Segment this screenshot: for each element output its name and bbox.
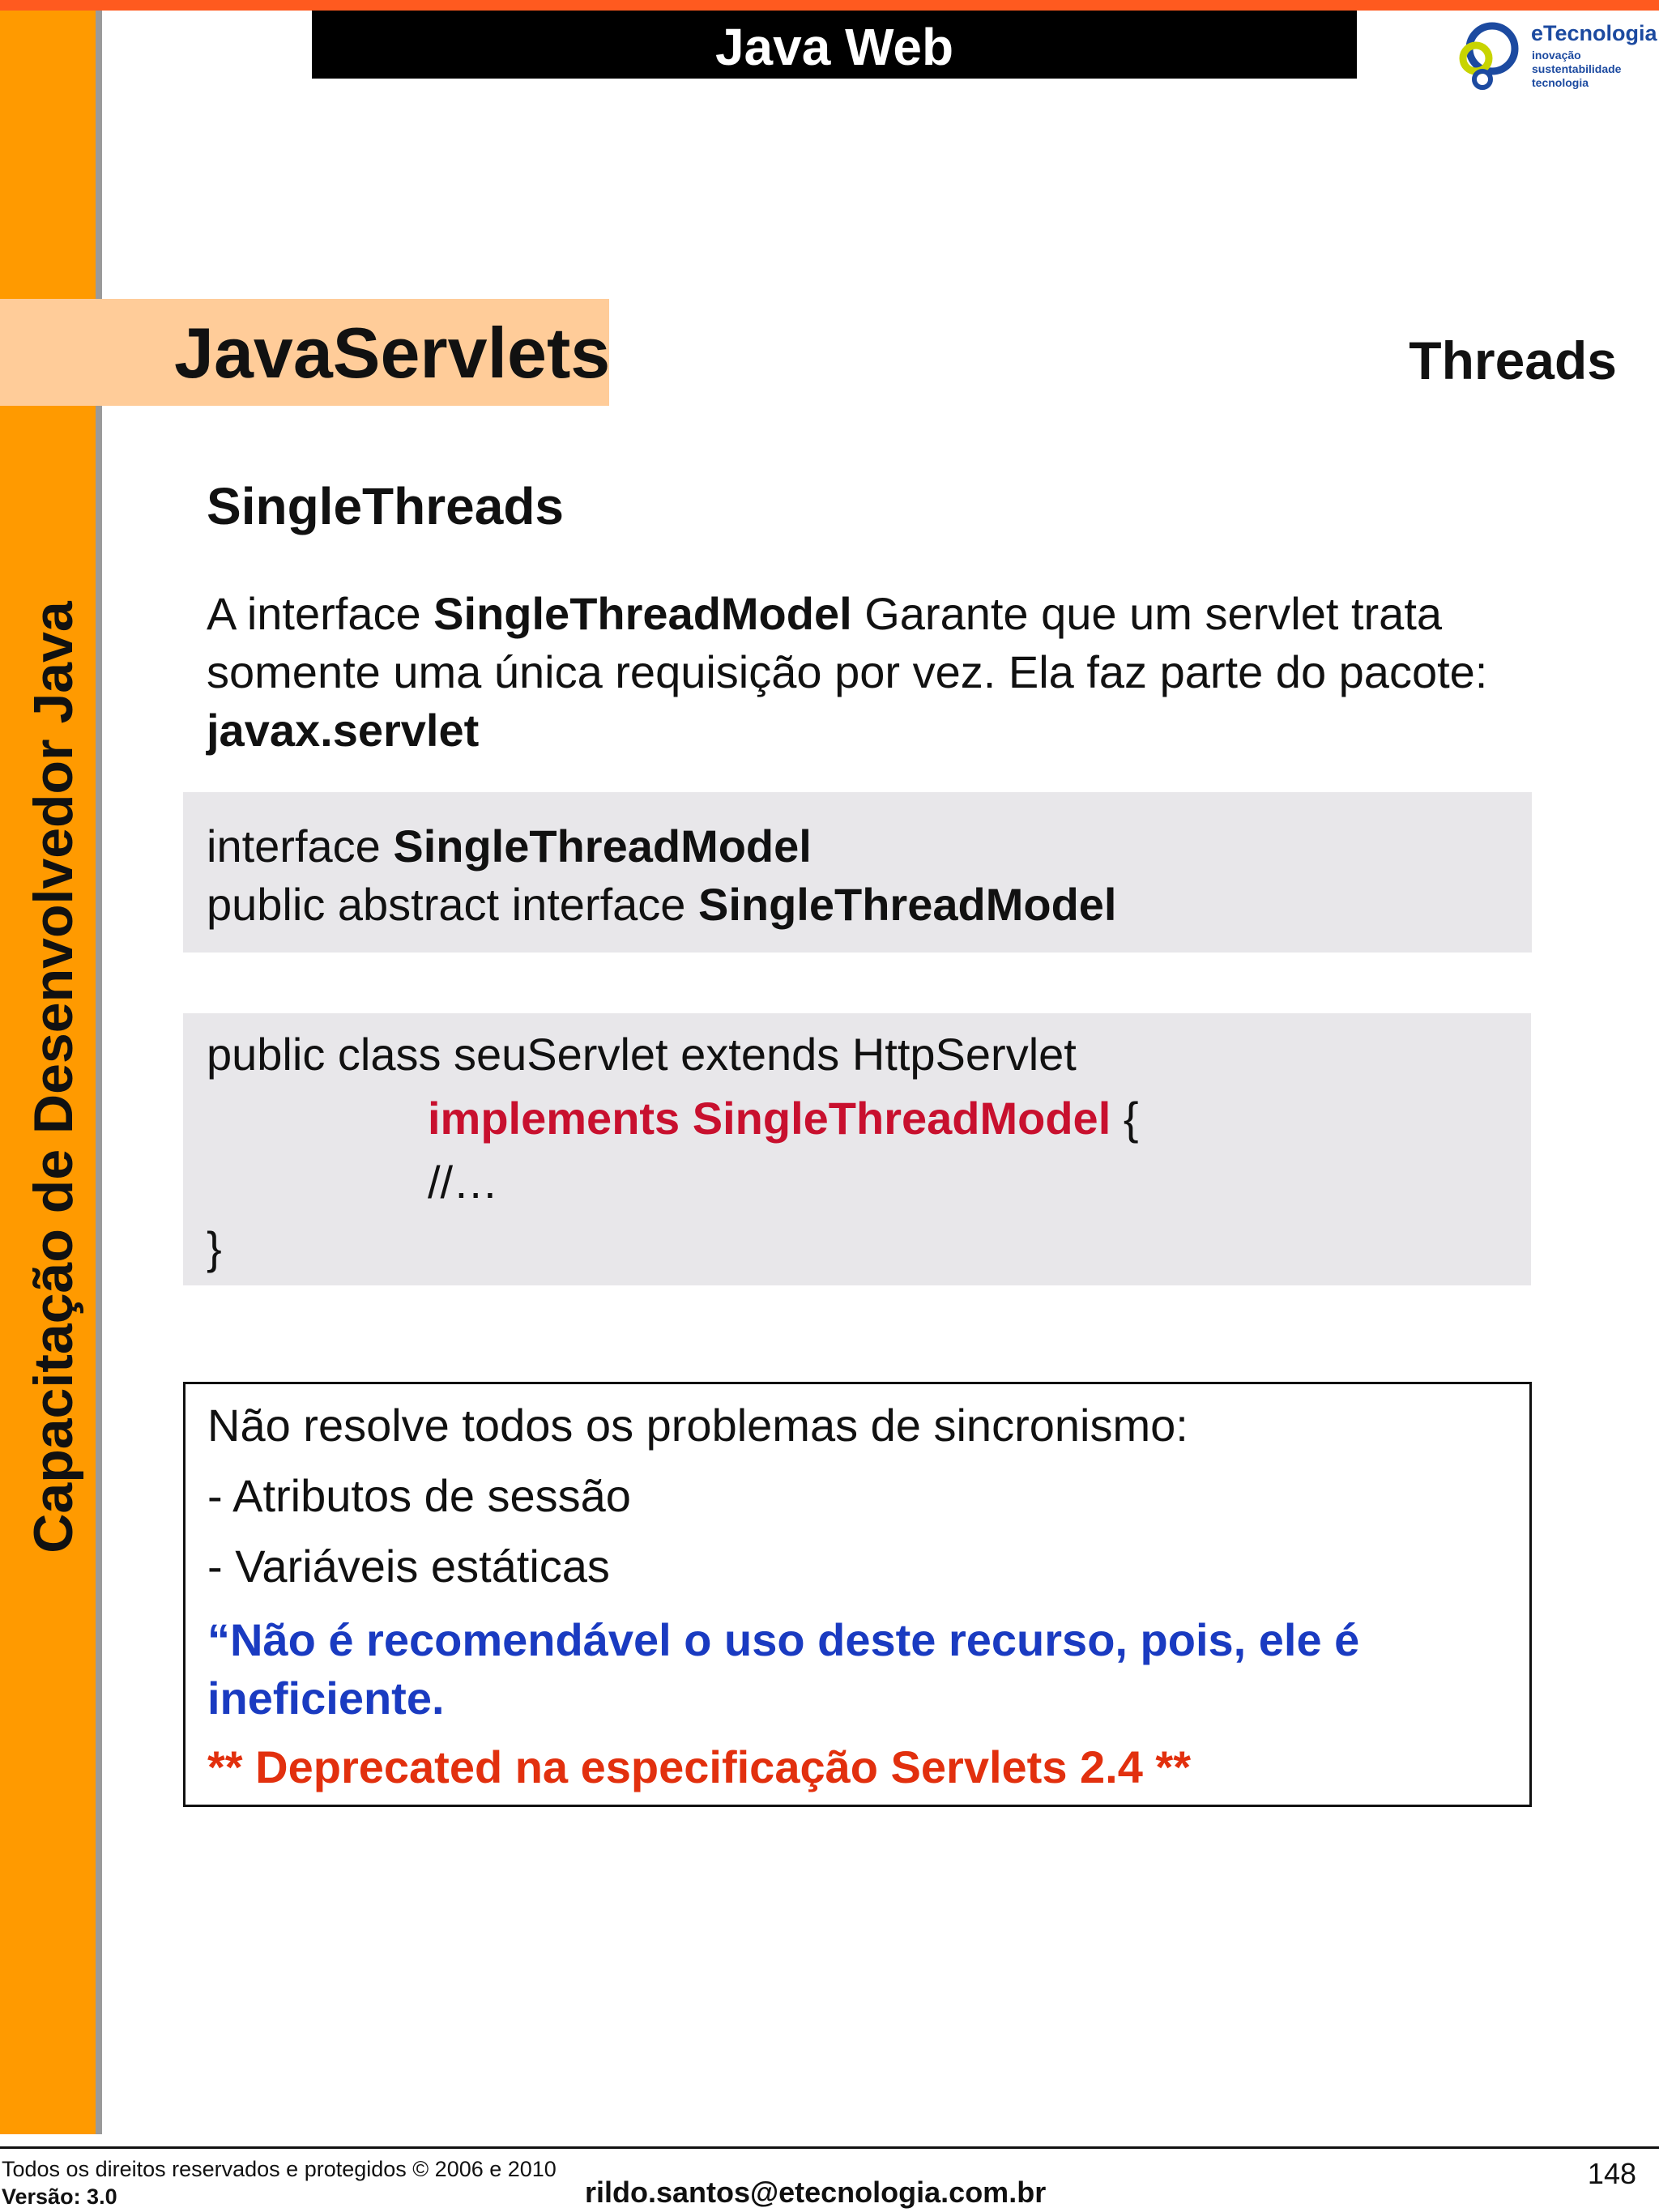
intro-bold-package: javax.servlet [207,705,480,756]
logo-rings-icon [1450,16,1531,97]
footer-copyright: Todos os direitos reservados e protegidos © 2006 e 2010 [2,2157,557,2181]
page-number: 148 [1587,2157,1636,2190]
intro-paragraph [207,585,1584,760]
code-bold: SingleThreadModel [697,879,1117,930]
code-line [428,1092,1139,1144]
logo-name: eTecnologia [1531,21,1657,45]
header-title: Java Web [312,11,1357,79]
code-line [207,878,1116,931]
course-title-vertical: Capacitação de Desenvolvedor Java [23,601,84,1554]
intro-text: A interface [207,588,434,639]
note-quote: “Não é recomendável o uso deste recurso, pois, ele é ineficiente. [207,1614,1360,1724]
footer-email: rildo.santos@etecnologia.com.br [585,2176,1047,2209]
topic-title: Threads [1409,330,1617,390]
code-highlight: implements SingleThreadModel [428,1093,1111,1144]
code-text: { [1111,1093,1139,1144]
intro-text: Garante que um servlet trata somente uma única requisição por vez. Ela faz parte do pacote: [207,588,1488,697]
note-line: Não resolve todos os problemas de sincronismo: [207,1400,1188,1451]
code-line [207,820,812,872]
logo-tagline: sustentabilidade [1532,62,1622,75]
intro-bold-class: SingleThreadModel [433,588,852,639]
logo-tagline: inovação [1532,49,1581,62]
note-line: - Atributos de sessão [207,1470,631,1521]
code-line: public class seuServlet extends HttpServlet [207,1029,1077,1080]
class-example-box [183,1013,1531,1285]
deprecated-note: ** Deprecated na especificação Servlets 2.4 ** [207,1741,1192,1792]
footer-divider [0,2146,1659,2149]
note-line: - Variáveis estáticas [207,1541,610,1592]
etecnologia-logo [1450,16,1657,97]
footer-version: Versão: 3.0 [2,2184,117,2209]
interface-declaration-box [183,792,1532,953]
top-accent-strip [0,0,1659,11]
note-box [183,1382,1532,1807]
code-bold: SingleThreadModel [393,820,812,872]
code-text: public abstract interface [207,879,698,930]
code-line: //… [428,1157,499,1208]
code-text: interface [207,820,394,872]
code-line: } [207,1222,222,1273]
section-title: JavaServlets [174,313,611,393]
logo-tagline: tecnologia [1532,76,1589,89]
sub-heading: SingleThreads [207,477,564,535]
